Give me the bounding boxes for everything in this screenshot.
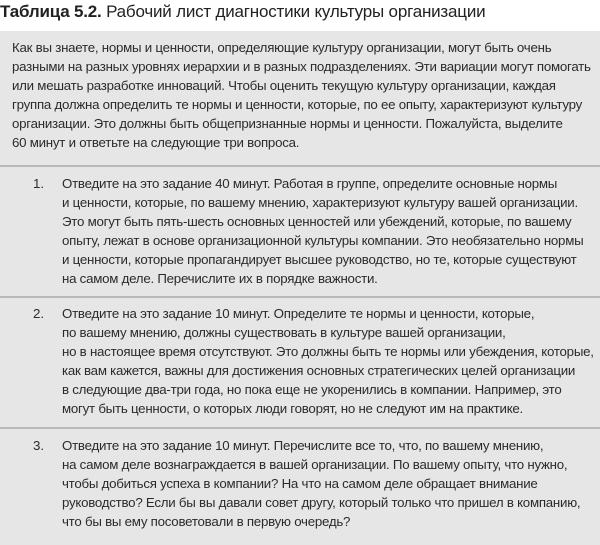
question-line: могут быть ценности, о которых люди говорят, но не следуют им на практике. [62, 401, 523, 416]
question-line: Отведите на это задание 10 минут. Определите те нормы и ценности, которые, [62, 306, 535, 321]
question-line: на самом деле. Перечислите их в порядке важности. [62, 271, 378, 286]
question-text [62, 304, 596, 418]
question-line: и ценности, которые, по вашему мнению, характеризуют культуру вашей организации. [62, 195, 578, 210]
question-line: что бы вы ему посоветовали в первую очередь? [62, 514, 351, 529]
question-line: на самом деле вознаграждается в вашей организации. По вашему опыту, что нужно, [62, 457, 568, 472]
question-line: по вашему мнению, должны существовать в культуре вашей организации, [62, 325, 506, 340]
question-line: и ценности, которые пропагандирует высшее руководство, но те, которые существуют [62, 252, 577, 267]
question-number: 3. [33, 438, 45, 453]
table-number: Таблица 5.2. [0, 2, 102, 21]
table-title-text: Рабочий лист диагностики культуры организации [106, 2, 486, 21]
question-line: руководство? Если бы вы давали совет другу, который только что пришел в компанию, [62, 495, 581, 510]
question-line: опыту, лежат в основе организационной культуры компании. Это необязательно нормы [62, 233, 584, 248]
question-line: Отведите на это задание 10 минут. Перечислите все то, что, по вашему мнению, [62, 438, 544, 453]
intro-line: организации. Это должны быть общепризнанные нормы и ценности. Пожалуйста, выделите [12, 116, 563, 131]
question-line: чтобы добиться успеха в компании? На что на самом деле обращает внимание [62, 476, 538, 491]
divider [0, 165, 600, 167]
question-text [62, 436, 596, 531]
question-line: в следующие два-три года, но пока еще не укоренились в компании. Например, это [62, 382, 562, 397]
intro-paragraph [12, 38, 592, 152]
intro-line: группа должна определить те нормы и ценности, которые, по ее опыту, характеризуют культуру [12, 97, 583, 112]
question-line: но в настоящее время отсутствуют. Это должны быть те нормы или убеждения, которые, [62, 344, 594, 359]
intro-line: Как вы знаете, нормы и ценности, определяющие культуру организации, могут быть очень [12, 40, 552, 55]
question-number: 2. [33, 306, 45, 321]
question-line: Это могут быть пять-шесть основных ценностей или убеждений, которые, по вашему [62, 214, 572, 229]
question-number: 1. [33, 176, 45, 191]
table-title [0, 0, 600, 31]
intro-line: 60 минут и ответьте на следующие три вопроса. [12, 135, 300, 150]
intro-line: или мешать разработке инноваций. Чтобы оценить текущую культуру организации, каждая [12, 78, 556, 93]
question-line: Отведите на это задание 40 минут. Работая в группе, определите основные нормы [62, 176, 558, 191]
intro-line: разными на разных уровнях иерархии и в разных подразделениях. Эти вариации могут помогать [12, 59, 591, 74]
question-line: как вам кажется, важны для достижения основных стратегических целей организации [62, 363, 576, 378]
divider [0, 427, 600, 429]
question-text [62, 174, 596, 288]
divider [0, 296, 600, 298]
